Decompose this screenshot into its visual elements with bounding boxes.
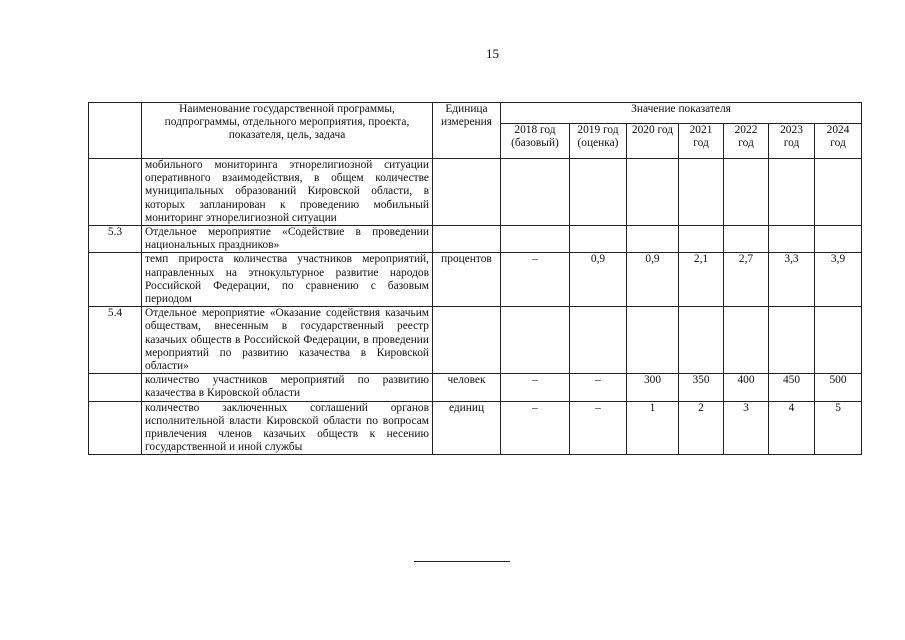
row-value (815, 159, 862, 226)
row-value (627, 226, 679, 253)
header-row (89, 103, 862, 124)
header-name: Наименование государственной программы, подпрограммы, отдельного мероприятия, проекта, показателя, цель, задача (142, 103, 433, 159)
row-value: 0,9 (570, 253, 627, 307)
row-value: 400 (724, 374, 769, 401)
row-value: 2 (679, 401, 724, 455)
row-value: 2,1 (679, 253, 724, 307)
row-number (89, 253, 142, 307)
row-value: – (501, 253, 570, 307)
row-value (679, 226, 724, 253)
row-number (89, 159, 142, 226)
header-year: 2018 год (базовый) (501, 124, 570, 159)
header-year: 2021 год (679, 124, 724, 159)
row-value (815, 307, 862, 374)
table-row (89, 253, 862, 307)
row-number (89, 374, 142, 401)
table-row (89, 307, 862, 374)
row-unit: единиц (433, 401, 501, 455)
row-value: – (501, 401, 570, 455)
row-value (501, 226, 570, 253)
row-value: 300 (627, 374, 679, 401)
row-value (570, 226, 627, 253)
row-value (627, 159, 679, 226)
row-description: Отдельное мероприятие «Оказание содействия казачьим обществам, внесенным в государственный реестр казачьих обществ в Российской Федерации, в проведении мероприятий по развитию казачества в Кировской области» (142, 307, 433, 374)
row-value: – (570, 374, 627, 401)
row-description: количество заключенных соглашений органов исполнительной власти Кировской области по вопросам привлечения членов казачьих обществ к несению государственной и иной службы (142, 401, 433, 455)
row-value (724, 159, 769, 226)
row-unit (433, 159, 501, 226)
row-value: 0,9 (627, 253, 679, 307)
header-year: 2023 год (769, 124, 815, 159)
row-value: – (570, 401, 627, 455)
row-value (501, 159, 570, 226)
header-unit: Единица измерения (433, 103, 501, 159)
row-description: темп прироста количества участников мероприятий, направленных на этнокультурное развитие народов Российской Федерации, по сравнению с базовым периодом (142, 253, 433, 307)
footnote-rule (414, 561, 510, 562)
row-value (570, 159, 627, 226)
row-value (724, 307, 769, 374)
row-value (769, 159, 815, 226)
row-value: 5 (815, 401, 862, 455)
row-value: 3,9 (815, 253, 862, 307)
indicators-table (88, 102, 862, 455)
row-number (89, 401, 142, 455)
row-description: Отдельное мероприятие «Содействие в проведении национальных праздников» (142, 226, 433, 253)
row-value: 4 (769, 401, 815, 455)
row-number: 5.3 (89, 226, 142, 253)
header-num (89, 103, 142, 159)
row-number: 5.4 (89, 307, 142, 374)
row-value: 350 (679, 374, 724, 401)
row-description: количество участников мероприятий по развитию казачества в Кировской области (142, 374, 433, 401)
row-value (627, 307, 679, 374)
header-year: 2019 год (оценка) (570, 124, 627, 159)
row-value (679, 307, 724, 374)
row-value: 1 (627, 401, 679, 455)
row-unit: человек (433, 374, 501, 401)
row-value (679, 159, 724, 226)
row-value (769, 226, 815, 253)
row-value: – (501, 374, 570, 401)
row-value (570, 307, 627, 374)
row-value: 3 (724, 401, 769, 455)
row-unit: процентов (433, 253, 501, 307)
table-row (89, 226, 862, 253)
table-row (89, 374, 862, 401)
header-year: 2020 год (627, 124, 679, 159)
row-value: 450 (769, 374, 815, 401)
row-value (724, 226, 769, 253)
row-value (501, 307, 570, 374)
row-description: мобильного мониторинга этнорелигиозной ситуации оперативного взаимодействия, в общем количестве муниципальных образований Кировской области, в которых запланирован к проведению мобильный мониторинг этнорелигиозной ситуации (142, 159, 433, 226)
table-row (89, 159, 862, 226)
row-unit (433, 226, 501, 253)
row-value: 500 (815, 374, 862, 401)
row-value (769, 307, 815, 374)
row-value: 2,7 (724, 253, 769, 307)
header-value-group: Значение показателя (501, 103, 862, 124)
page-number: 15 (486, 46, 499, 61)
row-unit (433, 307, 501, 374)
header-year: 2022 год (724, 124, 769, 159)
row-value (815, 226, 862, 253)
table-row (89, 401, 862, 455)
row-value: 3,3 (769, 253, 815, 307)
header-year: 2024 год (815, 124, 862, 159)
